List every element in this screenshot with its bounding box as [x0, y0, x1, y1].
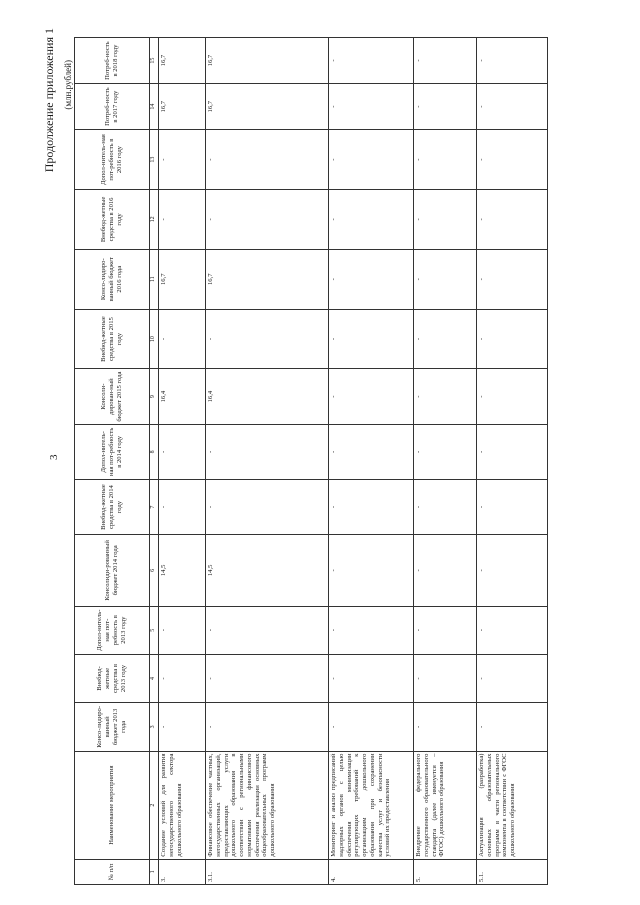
value-cell: -	[414, 703, 477, 751]
index-cell: 15	[150, 38, 159, 84]
table-row	[159, 38, 206, 885]
value-cell: -	[477, 369, 548, 424]
value-cell: -	[477, 606, 548, 654]
header-cell: Консо-лидиро-ванный бюджет 2013 года	[75, 703, 150, 751]
value-cell: -	[477, 190, 548, 250]
index-cell: 5	[150, 606, 159, 654]
value-cell: -	[206, 309, 329, 369]
index-cell: 4	[150, 654, 159, 702]
row-number: 5.	[414, 859, 477, 884]
row-number: 4.	[329, 859, 414, 884]
page-number: 3	[48, 454, 60, 460]
value-cell: -	[414, 654, 477, 702]
index-cell: 8	[150, 424, 159, 479]
value-cell: -	[329, 309, 414, 369]
value-cell: -	[206, 703, 329, 751]
value-cell: -	[159, 654, 206, 702]
value-cell: -	[477, 654, 548, 702]
value-cell: 16,7	[206, 84, 329, 130]
value-cell: -	[206, 479, 329, 534]
value-cell: 16,7	[159, 84, 206, 130]
value-cell: -	[206, 654, 329, 702]
index-cell: 9	[150, 369, 159, 424]
value-cell: -	[159, 424, 206, 479]
header-cell: Внебюд-жетные средства в 2014 году	[75, 479, 150, 534]
index-cell: 12	[150, 190, 159, 250]
value-cell: -	[477, 38, 548, 84]
value-cell: 14,5	[159, 535, 206, 606]
index-cell: 13	[150, 130, 159, 190]
index-cell: 11	[150, 249, 159, 309]
value-cell: -	[414, 309, 477, 369]
value-cell: -	[477, 84, 548, 130]
row-number: 5.1.	[477, 859, 548, 884]
value-cell: -	[206, 190, 329, 250]
value-cell: 16,7	[206, 38, 329, 84]
index-cell: 7	[150, 479, 159, 534]
index-cell: 6	[150, 535, 159, 606]
value-cell: -	[159, 606, 206, 654]
row-number: 3.	[159, 859, 206, 884]
value-cell: -	[159, 309, 206, 369]
value-cell: 16,7	[159, 249, 206, 309]
value-cell: 16,7	[159, 38, 206, 84]
activity-name: Внедрение федерального государственного образовательного стандарта (далее именуется – ФГОС) дошкольного образования	[414, 751, 477, 859]
header-cell: Допол-нитель-ная пот-ребность в 2013 году	[75, 606, 150, 654]
value-cell: -	[414, 479, 477, 534]
value-cell: -	[414, 369, 477, 424]
table-row	[206, 38, 329, 885]
value-cell: -	[477, 130, 548, 190]
table-row	[477, 38, 548, 885]
header-cell: Допол-нитель-ная пот-ребность в 2016 году	[75, 130, 150, 190]
value-cell: -	[477, 535, 548, 606]
value-cell: 16,7	[206, 249, 329, 309]
row-number: 3.1.	[206, 859, 329, 884]
value-cell: -	[477, 424, 548, 479]
value-cell: -	[414, 130, 477, 190]
table-row	[414, 38, 477, 885]
header-cell: № п/п	[75, 859, 150, 884]
activity-name: Актуализация (разработка) основных образовательных программ в части регионального компонента в соответствии с ФГОС дошкольного образования	[477, 751, 548, 859]
activity-name: Финансовое обеспечение частных, негосударственных организаций, предоставляющих услуги дошкольного образования в соответствии с региональными нормативами финансового обеспечения реализации основных общеобразовательных программ дошкольного образования	[206, 751, 329, 859]
value-cell: 14,5	[206, 535, 329, 606]
index-cell: 14	[150, 84, 159, 130]
header-cell: Консо-лидиро-ванный бюджет 2016 года	[75, 249, 150, 309]
value-cell: -	[206, 424, 329, 479]
header-cell: Консолиди-рованный бюджет 2014 года	[75, 535, 150, 606]
header-cell: Допол-нитель-ная пот-ребность в 2014 году	[75, 424, 150, 479]
value-cell: -	[329, 249, 414, 309]
units-label: (млн.рублей)	[63, 60, 73, 110]
value-cell: -	[477, 479, 548, 534]
activity-name: Создание условий для развития негосударственного сектора дошкольного образования	[159, 751, 206, 859]
value-cell: -	[159, 190, 206, 250]
value-cell: -	[414, 535, 477, 606]
value-cell: -	[206, 130, 329, 190]
value-cell: -	[477, 703, 548, 751]
value-cell: -	[329, 479, 414, 534]
header-cell: Потреб-ность в 2018 году	[75, 38, 150, 84]
appendix-title: Продолжение приложения 1	[42, 28, 56, 173]
table-row	[329, 38, 414, 885]
value-cell: -	[329, 84, 414, 130]
value-cell: -	[329, 703, 414, 751]
value-cell: -	[159, 130, 206, 190]
value-cell: -	[329, 606, 414, 654]
header-cell: Консоли-дирован-ный бюджет 2015 года	[75, 369, 150, 424]
value-cell: -	[329, 38, 414, 84]
header-cell: Наименование мероприятия	[75, 751, 150, 859]
value-cell: -	[414, 424, 477, 479]
activity-name: Мониторинг и анализ предписаний надзорных органов с целью обеспечения минимизации регулирующих требований к организациям дошкольного образования при сохранении качества услуг и безопасности условий их предоставления	[329, 751, 414, 859]
header-cell: Внебюд-жетные средства в 2016 году	[75, 190, 150, 250]
value-cell: -	[329, 130, 414, 190]
value-cell: -	[477, 249, 548, 309]
value-cell: -	[477, 309, 548, 369]
index-cell: 3	[150, 703, 159, 751]
header-cell: Внебюд-жетные средства в 2015 году	[75, 309, 150, 369]
value-cell: -	[414, 84, 477, 130]
value-cell: -	[329, 535, 414, 606]
index-cell: 2	[150, 751, 159, 859]
header-cell: Потреб-ность в 2017 году	[75, 84, 150, 130]
header-cell: Внебюд-жетные средства в 2013 году	[75, 654, 150, 702]
value-cell: -	[414, 38, 477, 84]
value-cell: -	[329, 369, 414, 424]
column-index-row	[150, 38, 159, 885]
value-cell: -	[329, 190, 414, 250]
value-cell: 16,4	[159, 369, 206, 424]
value-cell: -	[329, 424, 414, 479]
value-cell: -	[414, 190, 477, 250]
index-cell: 1	[150, 859, 159, 884]
value-cell: -	[159, 479, 206, 534]
value-cell: -	[414, 606, 477, 654]
value-cell: -	[206, 606, 329, 654]
value-cell: -	[414, 249, 477, 309]
value-cell: 16,4	[206, 369, 329, 424]
value-cell: -	[159, 703, 206, 751]
value-cell: -	[329, 654, 414, 702]
budget-table	[74, 37, 548, 885]
index-cell: 10	[150, 309, 159, 369]
header-row	[75, 38, 150, 885]
